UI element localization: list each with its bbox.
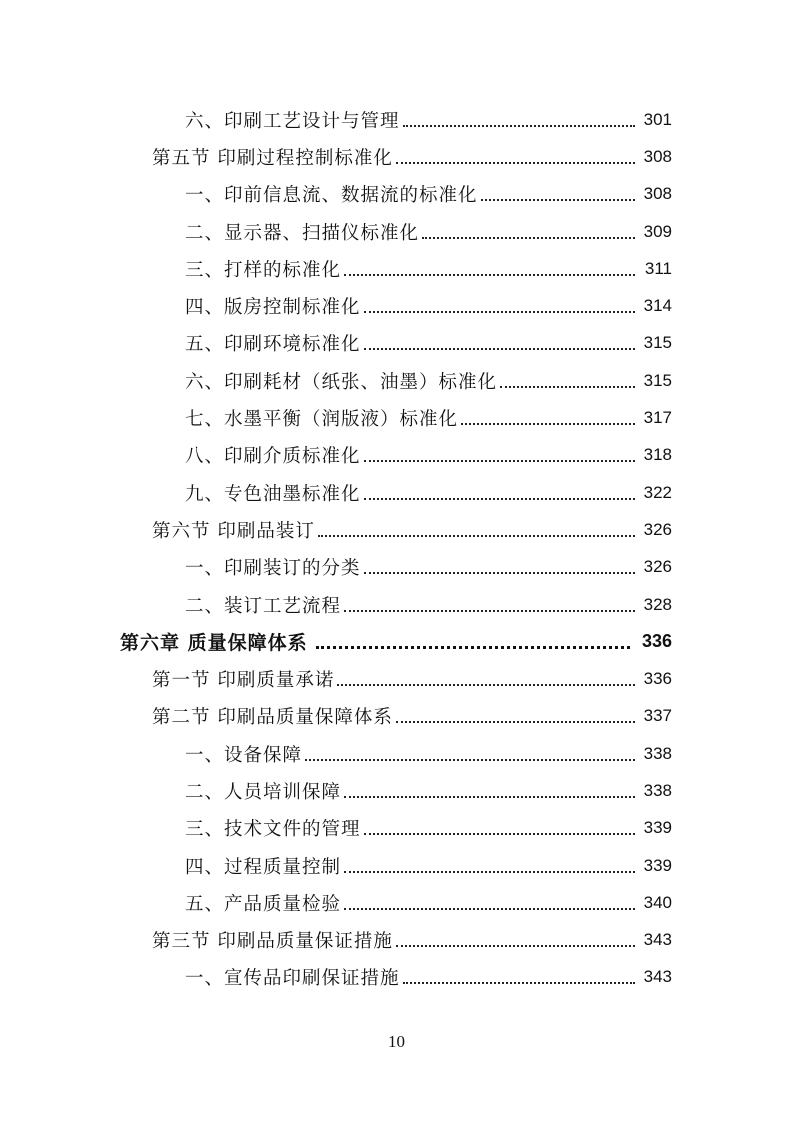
- dot-leader: [344, 274, 635, 276]
- toc-entry-page: 315: [643, 370, 672, 390]
- toc-entry-page: 315: [643, 333, 672, 353]
- dot-leader: [318, 535, 635, 537]
- toc-entry-title: 三、打样的标准化: [185, 259, 342, 281]
- toc-entry: [0, 884, 793, 921]
- dot-leader: [344, 871, 635, 873]
- toc-entry: [0, 698, 793, 735]
- toc-entry-title: 第一节 印刷质量承诺: [152, 670, 335, 692]
- toc-entry: [0, 250, 793, 287]
- dot-leader: [364, 833, 635, 835]
- dot-leader: [364, 460, 635, 462]
- dot-leader: [396, 162, 635, 164]
- dot-leader: [396, 945, 635, 947]
- toc-entry: [0, 660, 793, 697]
- dot-leader: [316, 646, 630, 649]
- toc-entry-title: 四、版房控制标准化: [185, 297, 361, 319]
- dot-leader: [344, 796, 635, 798]
- toc-entry-page: 340: [643, 892, 672, 912]
- toc-entry-page: 337: [643, 706, 672, 726]
- toc-entry-title: 九、专色油墨标准化: [185, 483, 361, 505]
- toc-entry-page: 326: [643, 519, 672, 539]
- toc-entry-page: 339: [643, 855, 672, 875]
- toc-entry-page: 343: [643, 930, 672, 950]
- dot-leader: [481, 199, 635, 201]
- dot-leader: [344, 908, 635, 910]
- toc-entry-page: 326: [643, 557, 672, 577]
- toc-entry-title: 第三节 印刷品质量保证措施: [152, 931, 393, 953]
- toc-entry: [0, 847, 793, 884]
- table-of-contents: [0, 101, 793, 996]
- toc-entry-page: 309: [643, 221, 672, 241]
- toc-entry-title: 三、技术文件的管理: [185, 819, 361, 841]
- toc-entry-title: 一、印前信息流、数据流的标准化: [185, 185, 478, 207]
- toc-entry-page: 343: [643, 967, 672, 987]
- dot-leader: [337, 684, 635, 686]
- dot-leader: [344, 610, 635, 612]
- toc-entry-page: 317: [643, 408, 672, 428]
- dot-leader: [305, 759, 635, 761]
- dot-leader: [364, 348, 635, 350]
- dot-leader: [364, 572, 635, 574]
- toc-entry-page: 338: [643, 743, 672, 763]
- dot-leader: [403, 982, 635, 984]
- toc-entry-title: 二、人员培训保障: [185, 781, 342, 803]
- toc-entry-page: 308: [643, 184, 672, 204]
- toc-entry-title: 五、印刷环境标准化: [185, 334, 361, 356]
- toc-entry-title: 六、印刷耗材（纸张、油墨）标准化: [185, 371, 498, 393]
- toc-entry-title: 一、设备保障: [185, 744, 303, 766]
- toc-entry-title: 一、宣传品印刷保证措施: [185, 968, 400, 990]
- toc-entry: [0, 399, 793, 436]
- toc-entry: [0, 325, 793, 362]
- toc-entry: [0, 735, 793, 772]
- toc-entry-title: 七、水墨平衡（润版液）标准化: [185, 409, 459, 431]
- toc-entry-page: 308: [643, 146, 672, 166]
- dot-leader: [403, 125, 635, 127]
- toc-entry: [0, 138, 793, 175]
- toc-entry-title: 四、过程质量控制: [185, 856, 342, 878]
- toc-entry: [0, 772, 793, 809]
- toc-entry-page: 301: [643, 109, 672, 129]
- toc-entry-title: 二、显示器、扫描仪标准化: [185, 222, 420, 244]
- toc-entry-page: 338: [643, 780, 672, 800]
- toc-chapter-entry: [0, 623, 793, 660]
- toc-entry-title: 一、印刷装订的分类: [185, 558, 361, 580]
- toc-entry-page: 328: [643, 594, 672, 614]
- toc-entry: [0, 362, 793, 399]
- toc-entry-page: 339: [643, 818, 672, 838]
- toc-entry-title: 第五节 印刷过程控制标准化: [152, 147, 393, 169]
- toc-entry-page: 336: [641, 631, 672, 652]
- toc-entry: [0, 287, 793, 324]
- toc-entry: [0, 810, 793, 847]
- toc-entry-title: 五、产品质量检验: [185, 893, 342, 915]
- toc-entry: [0, 586, 793, 623]
- dot-leader: [364, 498, 635, 500]
- toc-entry-page: 322: [643, 482, 672, 502]
- toc-entry: [0, 101, 793, 138]
- toc-entry: [0, 437, 793, 474]
- toc-entry-title: 第二节 印刷品质量保障体系: [152, 707, 393, 729]
- dot-leader: [364, 311, 635, 313]
- toc-entry: [0, 511, 793, 548]
- toc-entry-title: 第六章 质量保障体系: [120, 632, 308, 655]
- toc-entry: [0, 474, 793, 511]
- toc-entry: [0, 213, 793, 250]
- dot-leader: [422, 237, 635, 239]
- toc-entry-title: 第六节 印刷品装订: [152, 520, 315, 542]
- toc-entry-title: 二、装订工艺流程: [185, 595, 342, 617]
- dot-leader: [396, 721, 635, 723]
- toc-entry-page: 314: [643, 296, 672, 316]
- toc-entry: [0, 922, 793, 959]
- dot-leader: [500, 386, 635, 388]
- toc-entry-title: 八、印刷介质标准化: [185, 446, 361, 468]
- page-number: 10: [388, 1032, 405, 1051]
- toc-entry-page: 311: [644, 258, 672, 278]
- toc-entry: [0, 959, 793, 996]
- toc-entry: [0, 176, 793, 213]
- toc-entry-title: 六、印刷工艺设计与管理: [185, 110, 400, 132]
- toc-entry-page: 336: [643, 669, 672, 689]
- toc-entry-page: 318: [643, 445, 672, 465]
- toc-entry: [0, 549, 793, 586]
- dot-leader: [461, 423, 635, 425]
